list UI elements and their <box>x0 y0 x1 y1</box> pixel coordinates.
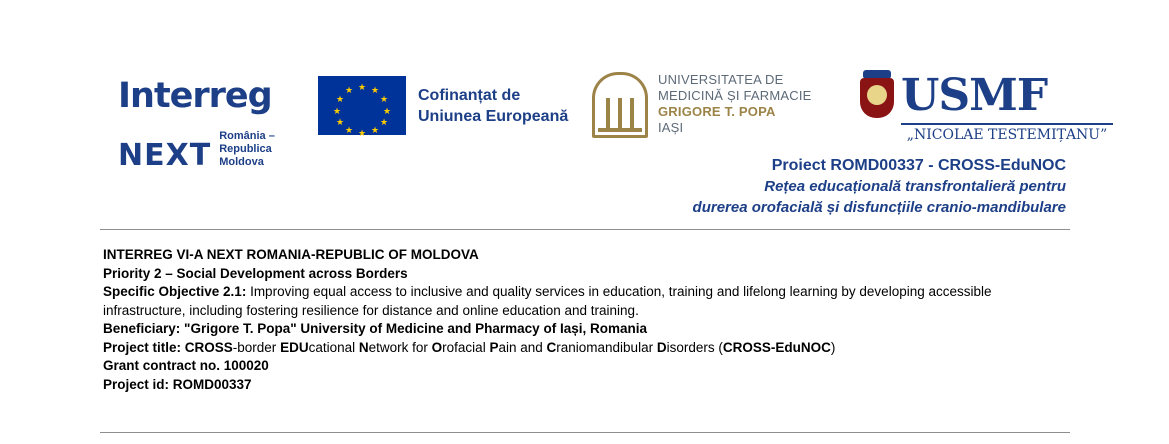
interreg-country-line1: România – <box>219 130 275 142</box>
eu-cofinance-logo <box>318 76 569 138</box>
project-title-p10: ain and <box>498 339 547 355</box>
project-subtitle-line2: durerea orofacială și disfuncțiile cranio-mandibulare <box>692 199 1066 216</box>
project-title-line <box>103 339 1069 358</box>
project-title-p14: isorders ( <box>666 339 723 355</box>
project-title-p12: raniomandibular <box>556 339 657 355</box>
project-title-p1: CROSS <box>181 339 233 355</box>
beneficiary-label: Beneficiary: <box>103 321 181 336</box>
beneficiary-line <box>103 320 1069 339</box>
beneficiary-text: "Grigore T. Popa" University of Medicine and Pharmacy of Iași, Romania <box>180 321 647 336</box>
project-title-p6: etwork for <box>368 339 432 355</box>
project-title-label: Project title: <box>103 339 182 355</box>
umf-arch-icon <box>592 72 648 138</box>
project-title-p2: -border <box>232 339 281 355</box>
project-title-p3: EDU <box>280 339 309 355</box>
umf-text-block <box>658 72 812 136</box>
project-title-p11: C <box>546 339 557 355</box>
project-title-p16: ) <box>830 339 836 355</box>
usmf-crest-icon <box>857 70 897 122</box>
interreg-next-row <box>118 130 318 171</box>
divider-bottom <box>100 432 1070 433</box>
umf-line4: IAȘI <box>658 120 684 135</box>
project-title-p15: CROSS-EduNOC <box>722 339 831 355</box>
next-wordmark: NEXT <box>118 138 212 173</box>
project-title-block <box>446 155 1066 218</box>
interreg-logo <box>118 76 318 171</box>
project-id-line: Project id: ROMD00337 <box>103 376 252 392</box>
project-title-p13: D <box>656 339 667 355</box>
umf-line3: GRIGORE T. POPA <box>658 104 776 119</box>
umf-line2: MEDICINĂ ȘI FARMACIE <box>658 88 812 103</box>
project-title-p9: P <box>489 339 499 355</box>
project-details <box>103 246 1069 394</box>
grant-contract-line: Grant contract no. 100020 <box>103 358 269 373</box>
project-title-p8: rofacial <box>442 339 490 355</box>
project-title-p4: cational <box>308 339 359 355</box>
eu-cofinance-line1: Cofinanțat de <box>418 86 521 104</box>
interreg-country-line2: Republica Moldova <box>219 143 272 168</box>
umf-iasi-logo <box>592 72 812 138</box>
usmf-wordmark: USMF <box>901 70 1048 121</box>
usmf-row <box>857 70 1113 122</box>
umf-line1: UNIVERSITATEA DE <box>658 72 784 87</box>
eu-flag-icon: ★ ★ ★ ★ ★ ★ ★ ★ ★ ★ ★ ★ <box>318 76 406 135</box>
specific-objective-label: Specific Objective 2.1: <box>103 284 247 299</box>
project-subtitle-line1: Rețea educațională transfrontalieră pentru <box>764 178 1066 195</box>
programme-line: INTERREG VI-A NEXT ROMANIA-REPUBLIC OF MOLDOVA <box>103 247 479 262</box>
project-code-line: Proiect ROMD00337 - CROSS-EduNOC <box>771 157 1066 174</box>
eu-cofinance-line2: Uniunea Europeană <box>418 107 569 125</box>
specific-objective-text: Improving equal access to inclusive and quality services in education, training and lifelong learning by developing accessible infrastructure, including fostering resilience for distance and online education and training. <box>103 284 992 318</box>
divider-top <box>100 229 1070 230</box>
specific-objective-line <box>103 283 1069 320</box>
interreg-wordmark: Interreg <box>118 76 272 116</box>
interreg-country-label <box>219 130 318 171</box>
project-title-p7: O <box>431 339 443 355</box>
project-title-p5: N <box>358 339 369 355</box>
eu-cofinance-text <box>418 85 568 127</box>
usmf-subtitle: „NICOLAE TESTEMIȚANU” <box>901 123 1113 143</box>
usmf-logo <box>857 70 1113 143</box>
priority-line: Priority 2 – Social Development across Borders <box>103 265 408 281</box>
